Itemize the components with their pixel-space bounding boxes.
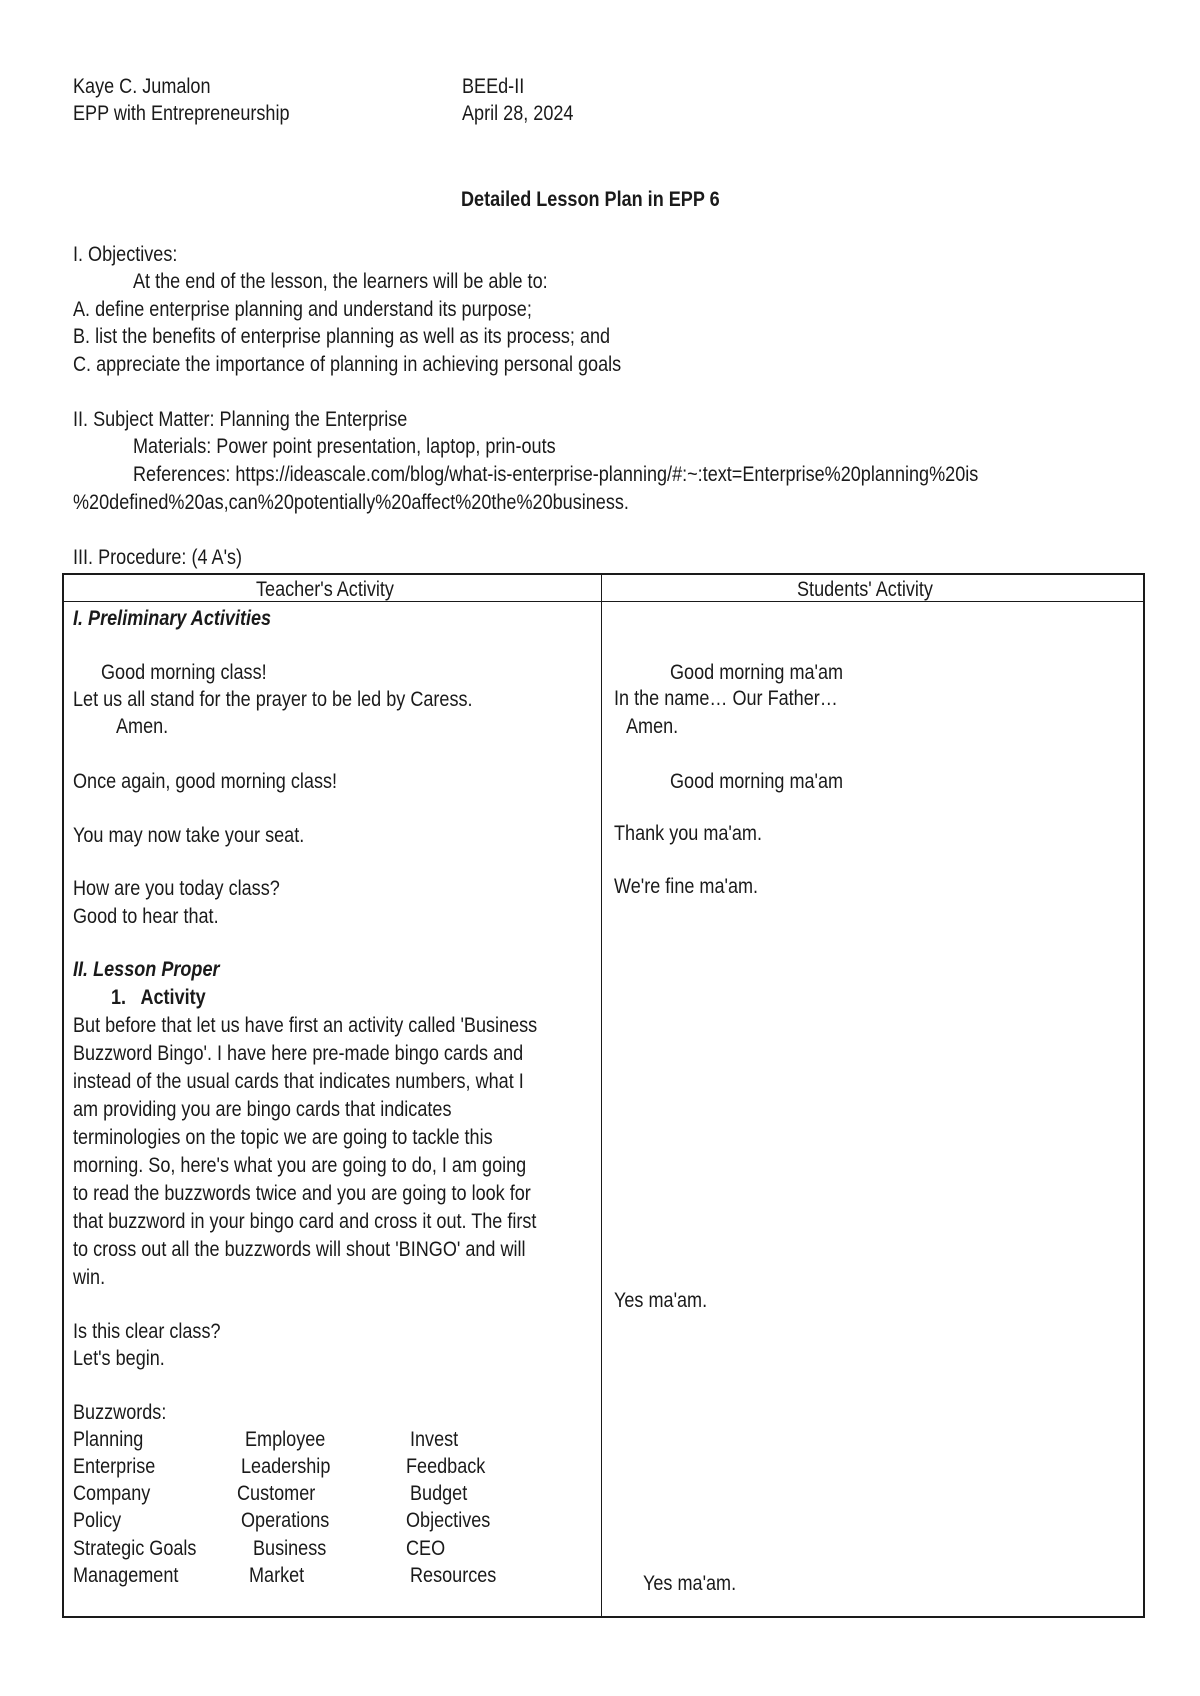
activity-heading: 1. Activity bbox=[111, 986, 206, 1009]
materials: Materials: Power point presentation, laptop, prin-outs bbox=[133, 435, 556, 458]
page-title: Detailed Lesson Plan in EPP 6 bbox=[461, 188, 720, 211]
buzzword: Company bbox=[73, 1482, 151, 1505]
buzzword: Strategic Goals bbox=[73, 1537, 197, 1560]
objective-c: C. appreciate the importance of planning in achieving personal goals bbox=[73, 353, 622, 376]
student-thanks: Thank you ma'am. bbox=[614, 822, 763, 845]
objectives-heading: I. Objectives: bbox=[73, 243, 178, 266]
activity-paragraph-line: win. bbox=[73, 1266, 106, 1289]
buzzword: Employee bbox=[245, 1428, 326, 1451]
student-greeting-again: Good morning ma'am bbox=[670, 770, 844, 793]
teacher-prayer: Let us all stand for the prayer to be led by Caress. bbox=[73, 688, 473, 711]
activity-paragraph-line: to cross out all the buzzwords will shout 'BINGO' and will bbox=[73, 1238, 526, 1261]
subject-matter-heading: II. Subject Matter: Planning the Enterprise bbox=[73, 408, 408, 431]
teacher-how-are-you: How are you today class? bbox=[73, 877, 280, 900]
teacher-greeting: Good morning class! bbox=[101, 661, 267, 684]
course: BEEd-II bbox=[462, 75, 525, 98]
references-line-2: %20defined%20as,can%20potentially%20affect%20the%20business. bbox=[73, 491, 629, 514]
table-column-divider bbox=[601, 573, 602, 1618]
objectives-intro: At the end of the lesson, the learners will be able to: bbox=[133, 270, 548, 293]
buzzword: Resources bbox=[410, 1564, 497, 1587]
buzzword: Management bbox=[73, 1564, 179, 1587]
table-header-divider bbox=[62, 601, 1145, 602]
activity-paragraph-line: that buzzword in your bingo card and cross it out. The first bbox=[73, 1210, 537, 1233]
student-yes-2: Yes ma'am. bbox=[643, 1572, 737, 1595]
teacher-greeting-again: Once again, good morning class! bbox=[73, 770, 338, 793]
table-left-border bbox=[62, 573, 64, 1618]
references-line-1: References: https://ideascale.com/blog/what-is-enterprise-planning/#:~:text=Enterprise%20planning%20is bbox=[133, 463, 979, 486]
buzzword: Planning bbox=[73, 1428, 144, 1451]
buzzword: Enterprise bbox=[73, 1455, 156, 1478]
subject-name: EPP with Entrepreneurship bbox=[73, 102, 290, 125]
table-right-border bbox=[1143, 573, 1145, 1618]
student-prayer: In the name… Our Father… bbox=[614, 687, 838, 710]
buzzword: Leadership bbox=[241, 1455, 331, 1478]
activity-paragraph-line: instead of the usual cards that indicates numbers, what I bbox=[73, 1070, 524, 1093]
buzzword: Budget bbox=[410, 1482, 468, 1505]
buzzword: Market bbox=[249, 1564, 305, 1587]
teacher-lets-begin: Let's begin. bbox=[73, 1347, 165, 1370]
buzzword: Invest bbox=[410, 1428, 459, 1451]
activity-paragraph-line: am providing you are bingo cards that indicates bbox=[73, 1098, 452, 1121]
activity-paragraph-line: to read the buzzwords twice and you are going to look for bbox=[73, 1182, 531, 1205]
objective-a: A. define enterprise planning and understand its purpose; bbox=[73, 298, 532, 321]
preliminary-heading: I. Preliminary Activities bbox=[73, 607, 272, 630]
procedure-heading: III. Procedure: (4 A's) bbox=[73, 546, 243, 569]
activity-paragraph-line: Buzzword Bingo'. I have here pre-made bingo cards and bbox=[73, 1042, 524, 1065]
teacher-take-seat: You may now take your seat. bbox=[73, 824, 305, 847]
student-yes-1: Yes ma'am. bbox=[614, 1289, 708, 1312]
column-header-students: Students' Activity bbox=[797, 578, 933, 601]
activity-paragraph-line: morning. So, here's what you are going to do, I am going bbox=[73, 1154, 527, 1177]
activity-paragraph-line: But before that let us have first an activity called 'Business bbox=[73, 1014, 538, 1037]
student-fine: We're fine ma'am. bbox=[614, 875, 759, 898]
teacher-is-this-clear: Is this clear class? bbox=[73, 1320, 221, 1343]
teacher-good-to-hear: Good to hear that. bbox=[73, 905, 219, 928]
buzzword: Operations bbox=[241, 1509, 330, 1532]
buzzword: Objectives bbox=[406, 1509, 491, 1532]
lesson-proper-heading: II. Lesson Proper bbox=[73, 958, 220, 981]
objective-b: B. list the benefits of enterprise planning as well as its process; and bbox=[73, 325, 611, 348]
table-bottom-border bbox=[62, 1616, 1145, 1618]
buzzword: Business bbox=[253, 1537, 327, 1560]
column-header-teacher: Teacher's Activity bbox=[256, 578, 394, 601]
student-amen: Amen. bbox=[626, 715, 679, 738]
buzzword: Customer bbox=[237, 1482, 316, 1505]
student-greeting: Good morning ma'am bbox=[670, 661, 844, 684]
activity-paragraph-line: terminologies on the topic we are going to tackle this bbox=[73, 1126, 493, 1149]
buzzword: CEO bbox=[406, 1537, 446, 1560]
buzzwords-label: Buzzwords: bbox=[73, 1401, 167, 1424]
teacher-amen: Amen. bbox=[116, 715, 169, 738]
buzzword: Feedback bbox=[406, 1455, 486, 1478]
student-name: Kaye C. Jumalon bbox=[73, 75, 211, 98]
table-top-border bbox=[62, 573, 1145, 575]
date: April 28, 2024 bbox=[462, 102, 574, 125]
buzzword: Policy bbox=[73, 1509, 122, 1532]
